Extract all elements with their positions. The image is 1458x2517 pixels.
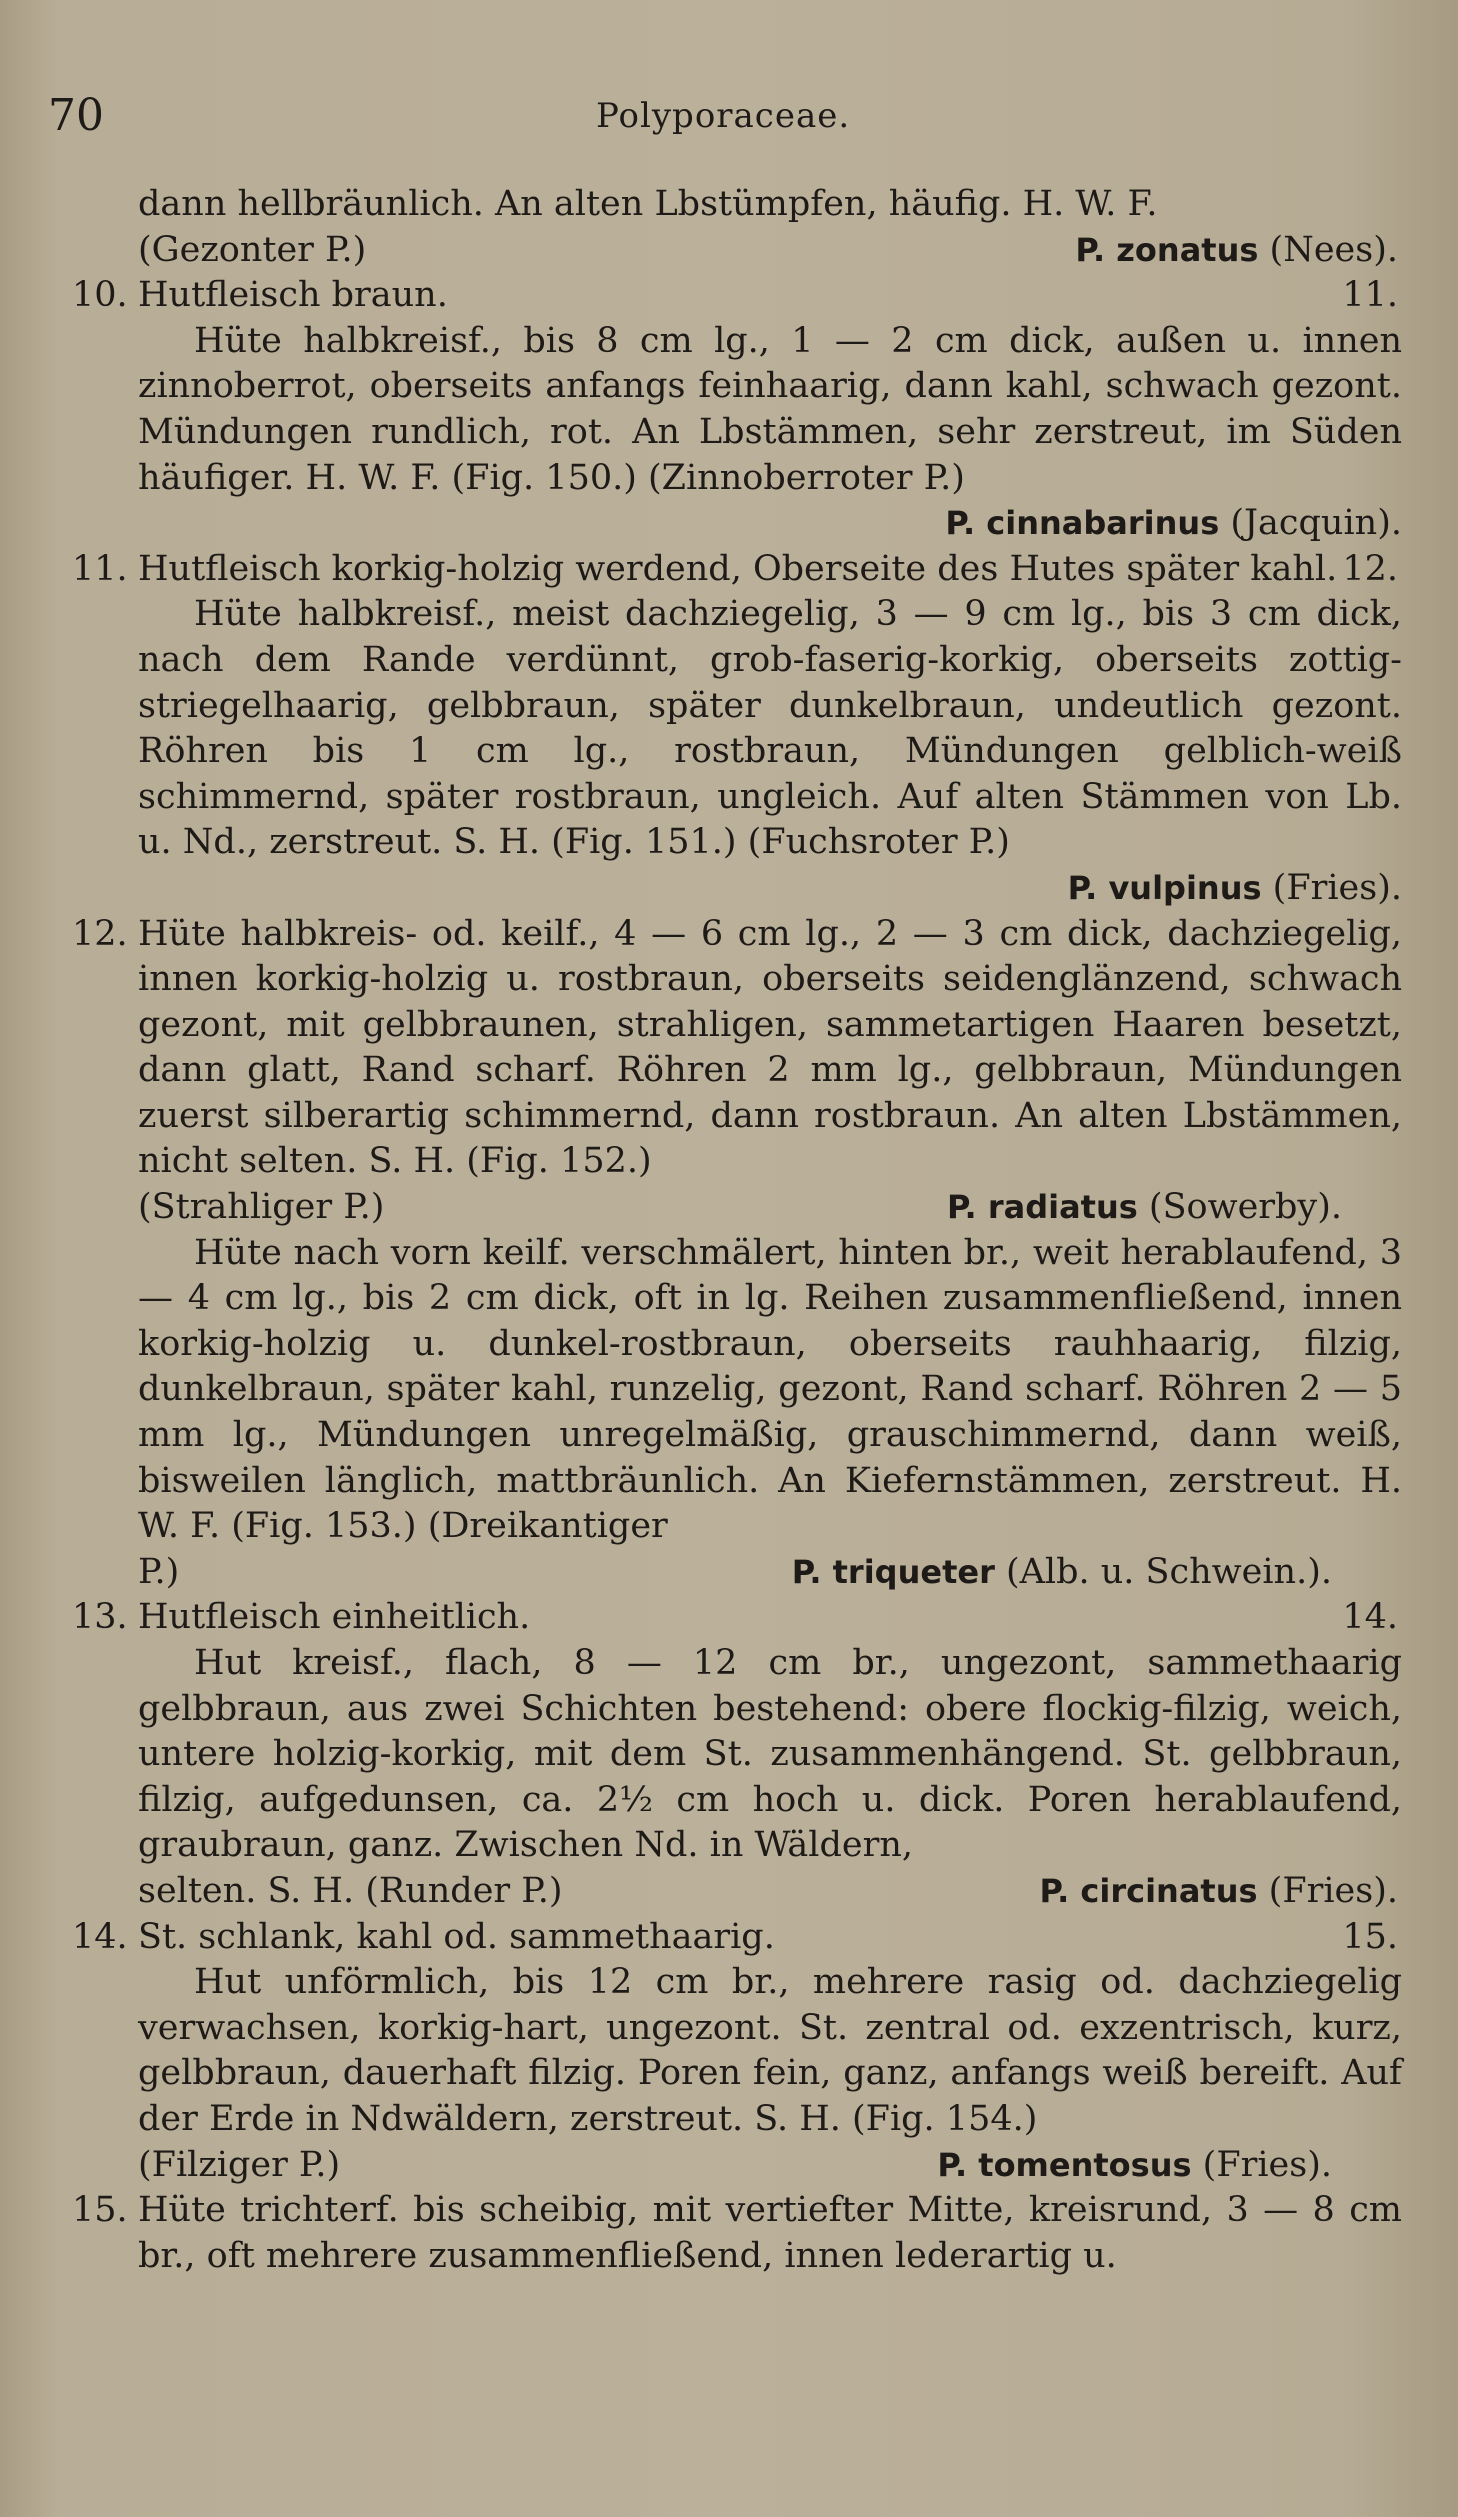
common-name: selten. S. H. (Runder P.) — [138, 1870, 563, 1911]
species-line — [72, 1185, 1402, 1231]
key-entry-12 — [72, 912, 1402, 1596]
key-lead-text: Hutfleisch einheitlich. — [138, 1597, 531, 1638]
species-description: Hüte halbkreisf., meist dachziegelig, 3 — 9 cm lg., bis 3 cm dick, nach dem Rande verdünnt, grob-faserig-korkig, oberseits zottig-striegelhaarig, gelbbraun, später dunkelbraun, undeutlich gezont. Röhren bis 1 cm lg., rostbraun, Mündungen gelblich-weiß schimmernd, später rostbraun, ungleich. Auf alten Stämmen von Lb. u. Nd., zerstreut. S. H. (Fig. 151.) (Fuchsroter P.) — [138, 594, 1402, 863]
key-reference: 11. — [1342, 275, 1398, 316]
species-name: P. tomentosus — [937, 2145, 1192, 2184]
key-lead-text: Hutfleisch braun. — [138, 275, 448, 316]
species-description: Hüte halbkreisf., bis 8 cm lg., 1 — 2 cm dick, außen u. innen zinnoberrot, oberseits anfangs feinhaarig, dann kahl, schwach gezont. Mündungen rundlich, rot. An Lbstämmen, sehr zerstreut, im Süden häufiger. H. W. F. (Fig. 150.) (Zinnoberroter P.) — [138, 320, 1402, 498]
species-description-2: Hüte nach vorn keilf. verschmälert, hinten br., weit herablaufend, 3 — 4 cm lg., bis 2 cm dick, oft in lg. Reihen zusammenfließend, innen korkig-holzig u. dunkel-rostbraun, oberseits rauhhaarig, filzig, dunkelbraun, später kahl, runzelig, gezont, Rand scharf. Röhren 2 — 5 mm lg., Mündungen unregelmäßig, grauschimmernd, dann weiß, bisweilen länglich, mattbräunlich. An Kiefernstämmen, zerstreut. H. W. F. (Fig. 153.) (Dreikantiger — [138, 1232, 1402, 1547]
species-name: P. triqueter — [791, 1552, 995, 1591]
page-body — [72, 182, 1402, 2279]
species-line — [72, 501, 1402, 547]
key-number: 12. — [72, 913, 128, 954]
page-header — [48, 90, 1408, 150]
key-lead — [72, 547, 1402, 593]
species-name: P. vulpinus — [1067, 868, 1262, 907]
key-lead-text: St. schlank, kahl od. sammethaarig. — [138, 1916, 775, 1957]
key-lead — [72, 273, 1402, 319]
species-author: (Nees). — [1269, 229, 1398, 270]
entry-zonatus-continuation — [72, 182, 1402, 273]
species-description: Hut unförmlich, bis 12 cm br., mehrere rasig od. dachziegelig verwachsen, korkig-hart, ungezont. St. zentral od. exzentrisch, kurz, gelbbraun, dauerhaft filzig. Poren fein, ganz, anfangs weiß bereift. Auf der Erde in Ndwäldern, zerstreut. S. H. (Fig. 154.) — [138, 1962, 1402, 2139]
common-name: (Filziger P.) — [138, 2144, 341, 2185]
key-number: 13. — [72, 1597, 128, 1638]
common-name: (Gezonter P.) — [138, 229, 367, 270]
key-number: 14. — [72, 1916, 128, 1957]
species-author: (Sowerby). — [1148, 1187, 1342, 1228]
key-entry-11 — [72, 547, 1402, 912]
key-entry-15 — [72, 2188, 1402, 2279]
key-lead — [72, 1915, 1402, 1961]
species-description: Hut kreisf., flach, 8 — 12 cm br., ungezont, sammethaarig gelbbraun, aus zwei Schichten bestehend: obere flockig-filzig, weich, untere holzig-korkig, mit dem St. zusammenhängend. St. gelbbraun, filzig, aufgedunsen, ca. 2½ cm hoch u. dick. Poren herablaufend, graubraun, ganz. Zwischen Nd. in Wäldern, — [138, 1643, 1402, 1866]
species-author: (Fries). — [1268, 1870, 1398, 1911]
species-line-2 — [72, 1550, 1402, 1596]
species-description: Hüte halbkreis- od. keilf., 4 — 6 cm lg., 2 — 3 cm dick, dachziegelig, innen korkig-holzig u. rostbraun, oberseits seidenglänzend, schwach gezont, mit gelbbraunen, strahligen, sammetartigen Haaren besetzt, dann glatt, Rand scharf. Röhren 2 mm lg., gelbbraun, Mündungen zuerst silberartig schimmernd, dann rostbraun. An alten Lbstämmen, nicht selten. S. H. (Fig. 152.) — [138, 913, 1402, 1182]
key-number: 15. — [72, 2190, 128, 2231]
key-reference: 15. — [1342, 1916, 1398, 1957]
species-author: (Fries). — [1202, 2144, 1332, 2185]
key-entry-14 — [72, 1915, 1402, 2189]
species-line — [72, 2143, 1402, 2189]
species-author: (Alb. u. Schwein.). — [1005, 1551, 1332, 1592]
species-name: P. zonatus — [1075, 230, 1259, 269]
species-line — [72, 1869, 1402, 1915]
species-line — [72, 228, 1402, 274]
key-entry-10 — [72, 273, 1402, 547]
species-name: P. radiatus — [946, 1188, 1138, 1227]
species-name: P. cinnabarinus — [945, 504, 1220, 543]
species-author: (Fries). — [1272, 867, 1402, 908]
species-author: (Jacquin). — [1230, 503, 1402, 544]
key-reference: 14. — [1342, 1597, 1398, 1638]
key-number: 10. — [72, 275, 128, 316]
common-name: P.) — [138, 1551, 180, 1592]
common-name: (Strahliger P.) — [138, 1187, 385, 1228]
key-number: 11. — [72, 548, 128, 589]
species-line — [72, 866, 1402, 912]
key-lead-text: Hüte trichterf. bis scheibig, mit vertiefter Mitte, kreisrund, 3 — 8 cm br., oft mehrere zusammenfließend, innen lederartig u. — [138, 2190, 1402, 2276]
text-line: dann hellbräunlich. An alten Lbstümpfen, häufig. H. W. F. — [138, 184, 1158, 224]
page-number: 70 — [48, 90, 104, 141]
species-name: P. circinatus — [1039, 1871, 1258, 1910]
key-lead-text: Hutfleisch korkig-holzig werdend, Oberseite des Hutes später kahl. — [138, 548, 1338, 589]
key-reference: 12. — [1342, 548, 1398, 589]
running-title: Polyporaceae. — [596, 96, 851, 136]
key-entry-13 — [72, 1595, 1402, 1914]
key-lead — [72, 1595, 1402, 1641]
